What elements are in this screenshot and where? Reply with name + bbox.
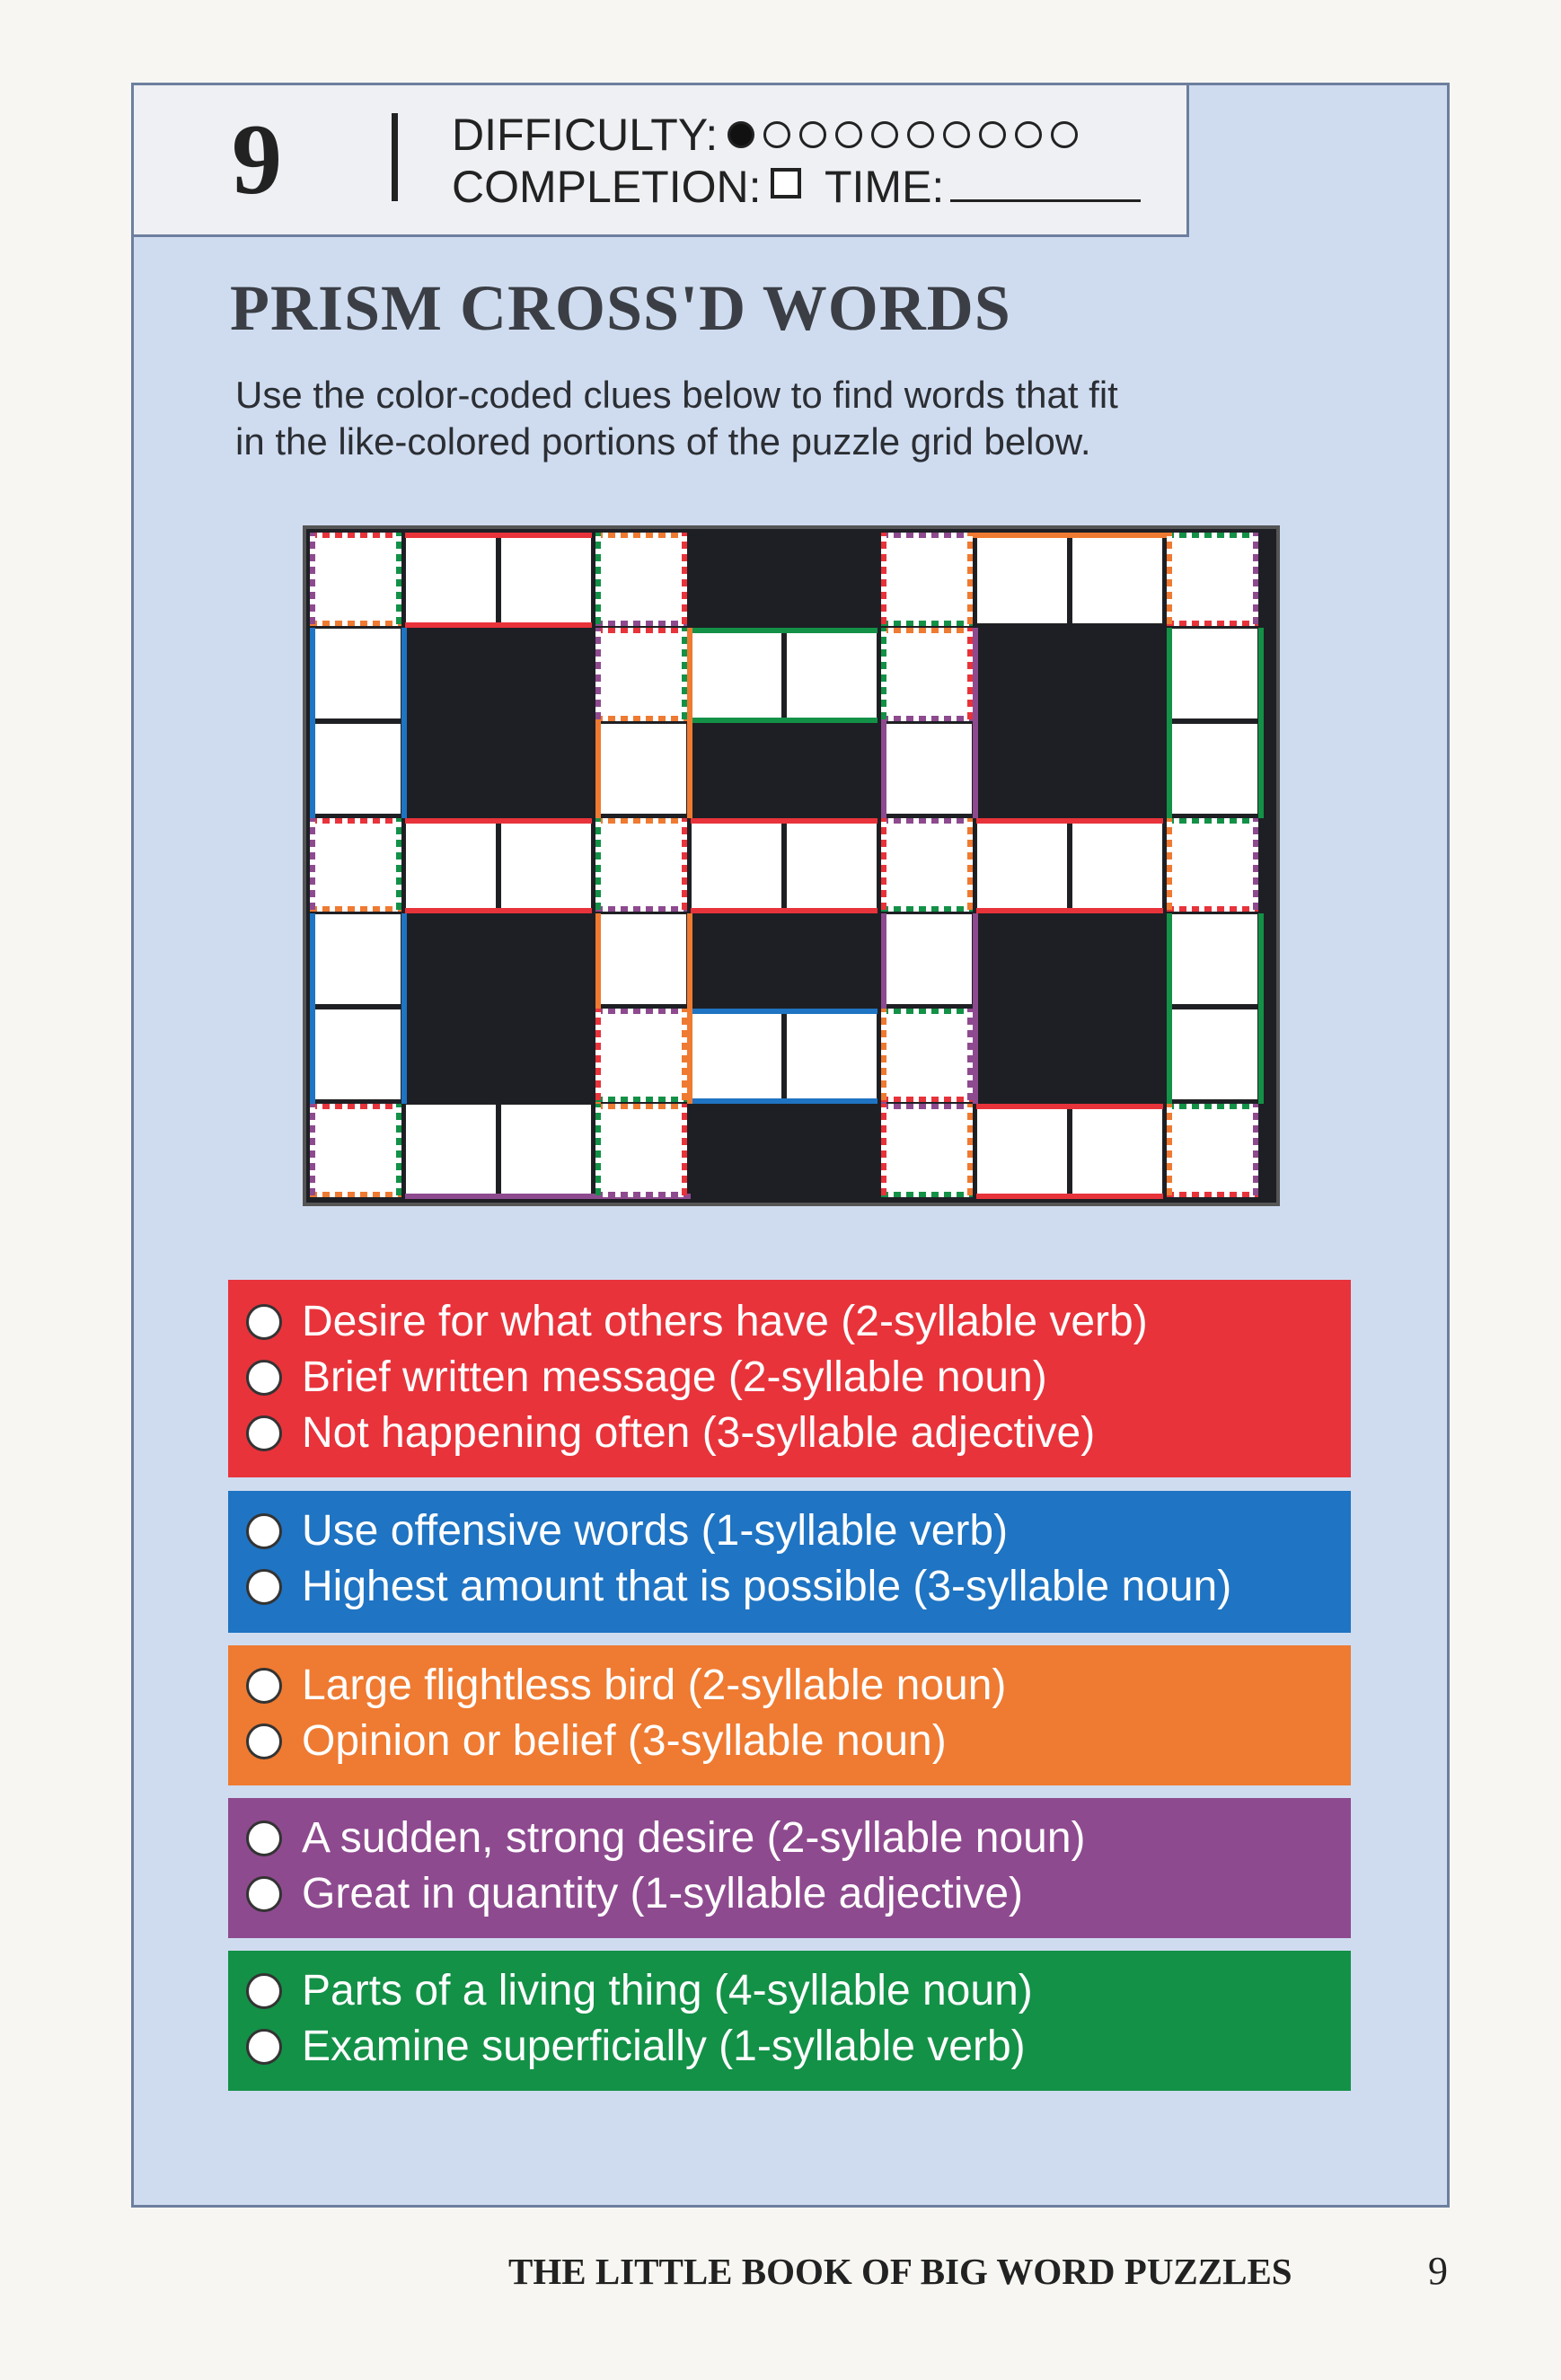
difficulty-dot-icon [907, 121, 934, 148]
bullet-icon [246, 1360, 282, 1396]
word-outline [1167, 628, 1172, 818]
word-outline [595, 906, 687, 912]
word-outline [691, 628, 878, 633]
word-outline [682, 1104, 687, 1195]
word-outline [1253, 1104, 1258, 1195]
word-outline [405, 622, 592, 628]
bullet-icon [246, 1820, 282, 1856]
word-outline [976, 908, 1163, 913]
word-outline [595, 628, 687, 633]
time-label: TIME: [825, 162, 945, 212]
bullet-icon [246, 1569, 282, 1605]
page-title: PRISM CROSS'D WORDS [230, 272, 1011, 344]
grid-cell[interactable] [595, 1009, 687, 1100]
clue-purple-1: A sudden, strong desire (2-syllable noun) [246, 1811, 1086, 1866]
word-outline [1167, 533, 1172, 624]
grid-cell[interactable] [310, 913, 401, 1005]
word-outline [967, 1104, 973, 1195]
crossword-grid [303, 525, 1280, 1206]
word-outline [682, 628, 687, 719]
word-outline [310, 906, 401, 912]
word-outline [595, 621, 687, 626]
word-outline [881, 716, 973, 721]
grid-cell[interactable] [595, 818, 687, 910]
word-outline [401, 913, 407, 1104]
word-outline [881, 818, 886, 910]
grid-cell[interactable] [1167, 1104, 1258, 1195]
word-outline [595, 533, 601, 624]
grid-cell[interactable] [595, 723, 687, 815]
word-outline [595, 818, 687, 824]
word-outline [1167, 1104, 1258, 1109]
grid-cell[interactable] [1167, 533, 1258, 624]
bullet-icon [246, 1973, 282, 2009]
word-outline [682, 1009, 687, 1100]
bullet-icon [246, 1723, 282, 1759]
book-title-footer: THE LITTLE BOOK OF BIG WORD PUZZLES [508, 2251, 1292, 2292]
grid-cell[interactable] [1167, 818, 1258, 910]
word-outline [595, 818, 601, 910]
word-outline [595, 1192, 687, 1197]
clue-orange-1: Large flightless bird (2-syllable noun) [246, 1658, 1006, 1714]
grid-cell[interactable] [881, 818, 973, 910]
grid-cell[interactable] [310, 1104, 401, 1195]
word-outline [401, 628, 407, 818]
grid-cell[interactable] [595, 1104, 687, 1195]
word-outline [691, 1098, 878, 1104]
word-outline [405, 908, 592, 913]
word-outline [881, 1009, 886, 1100]
word-outline [1167, 1192, 1258, 1197]
word-outline [595, 1009, 687, 1014]
word-outline [310, 913, 315, 1104]
grid-cell[interactable] [1072, 533, 1163, 624]
grid-cell[interactable] [976, 818, 1068, 910]
word-outline [881, 628, 973, 633]
grid-cell[interactable] [976, 533, 1068, 624]
word-outline [687, 913, 692, 1104]
grid-cell[interactable] [595, 628, 687, 719]
grid-cell[interactable] [1072, 1104, 1163, 1195]
word-outline [595, 1009, 601, 1100]
word-outline [691, 818, 878, 824]
word-outline [691, 718, 878, 723]
word-outline [1253, 533, 1258, 624]
grid-cell[interactable] [310, 533, 401, 624]
grid-cell[interactable] [310, 818, 401, 910]
clue-group-green [228, 1951, 1351, 2091]
word-outline [682, 818, 687, 910]
word-outline [595, 533, 687, 538]
word-outline [595, 716, 687, 721]
puzzle-number: 9 [232, 104, 282, 216]
word-outline [967, 1009, 973, 1100]
word-outline [310, 1104, 315, 1195]
grid-cell[interactable] [881, 628, 973, 719]
word-outline [1167, 818, 1172, 910]
difficulty-dot-icon [871, 121, 898, 148]
word-outline [967, 533, 973, 624]
clue-orange-2: Opinion or belief (3-syllable noun) [246, 1714, 947, 1769]
instructions-line-1: Use the color-coded clues below to find words that fit [235, 374, 1118, 416]
word-outline [881, 906, 973, 912]
grid-cell[interactable] [500, 1104, 592, 1195]
word-outline [310, 533, 315, 624]
grid-cell[interactable] [976, 1104, 1068, 1195]
word-outline [881, 621, 973, 626]
word-outline [1167, 533, 1258, 538]
word-outline [687, 628, 692, 818]
word-outline [881, 533, 886, 624]
word-outline [396, 1104, 401, 1195]
bullet-icon [246, 1513, 282, 1549]
difficulty-dot-icon [1051, 121, 1078, 148]
grid-cell[interactable] [500, 818, 592, 910]
grid-cell[interactable] [405, 818, 497, 910]
grid-cell[interactable] [691, 1009, 782, 1100]
clue-blue-1: Use offensive words (1-syllable verb) [246, 1503, 1008, 1559]
clue-group-orange [228, 1645, 1351, 1785]
word-outline [595, 1097, 687, 1102]
word-outline [310, 818, 401, 824]
grid-cell[interactable] [691, 628, 782, 719]
word-outline [682, 533, 687, 624]
grid-cell[interactable] [881, 1009, 973, 1100]
grid-cell[interactable] [405, 1104, 497, 1195]
word-outline [881, 533, 973, 538]
clue-red-2: Brief written message (2-syllable noun) [246, 1350, 1047, 1406]
completion-checkbox[interactable] [771, 168, 801, 198]
time-entry-line[interactable] [950, 199, 1141, 202]
word-outline [967, 818, 973, 910]
page-number: 9 [1428, 2249, 1448, 2293]
header-divider [392, 113, 398, 201]
clue-green-2: Examine superficially (1-syllable verb) [246, 2019, 1026, 2075]
word-outline [1258, 913, 1264, 1104]
word-outline [1167, 818, 1258, 824]
word-outline [973, 628, 978, 818]
word-outline [691, 908, 878, 913]
word-outline [976, 1104, 1163, 1109]
difficulty-dot-icon [943, 121, 970, 148]
word-outline [1167, 913, 1172, 1104]
word-outline [973, 913, 978, 1104]
word-outline [310, 628, 315, 818]
word-outline [881, 1009, 973, 1014]
completion-label: COMPLETION: [452, 162, 762, 212]
word-outline [1167, 621, 1258, 626]
difficulty-dot-icon [728, 121, 754, 148]
word-outline [405, 533, 592, 538]
grid-cell[interactable] [595, 913, 687, 1005]
grid-cell[interactable] [881, 723, 973, 815]
word-outline [396, 818, 401, 910]
clue-group-purple [228, 1798, 1351, 1938]
grid-cell[interactable] [595, 533, 687, 624]
word-outline [310, 621, 401, 626]
clue-group-red [228, 1280, 1351, 1477]
bullet-icon [246, 1415, 282, 1451]
word-outline [396, 533, 401, 624]
grid-cell[interactable] [1167, 628, 1258, 719]
clue-group-blue [228, 1491, 1351, 1633]
grid-cell[interactable] [786, 1009, 878, 1100]
grid-cell[interactable] [1167, 913, 1258, 1005]
grid-cell[interactable] [405, 533, 497, 624]
word-outline [976, 1194, 1163, 1199]
word-outline [310, 818, 315, 910]
word-outline [595, 1104, 687, 1109]
word-outline [1167, 1104, 1172, 1195]
difficulty-dot-icon [763, 121, 790, 148]
clue-purple-2: Great in quantity (1-syllable adjective) [246, 1866, 1023, 1922]
word-outline [881, 628, 886, 719]
grid-cell[interactable] [310, 723, 401, 815]
word-outline [881, 1097, 973, 1102]
grid-cell[interactable] [310, 1009, 401, 1100]
word-outline [881, 818, 973, 824]
difficulty-dot-icon [835, 121, 862, 148]
grid-cell[interactable] [1167, 1009, 1258, 1100]
word-outline [967, 628, 973, 719]
grid-cell[interactable] [1167, 723, 1258, 815]
word-outline [595, 628, 601, 719]
difficulty-rating [728, 115, 1078, 154]
difficulty-label: DIFFICULTY: [452, 110, 719, 160]
word-outline [881, 1192, 973, 1197]
word-outline [1253, 818, 1258, 910]
difficulty-dot-icon [799, 121, 826, 148]
word-outline [595, 1104, 601, 1195]
instructions-line-2: in the like-colored portions of the puzzle grid below. [235, 420, 1091, 463]
difficulty-dot-icon [979, 121, 1006, 148]
bullet-icon [246, 1876, 282, 1912]
word-outline [310, 1192, 401, 1197]
word-outline [310, 533, 401, 538]
clue-green-1: Parts of a living thing (4-syllable noun) [246, 1963, 1033, 2019]
word-outline [881, 1104, 973, 1109]
word-outline [881, 1104, 886, 1195]
grid-cell[interactable] [500, 533, 592, 624]
clue-red-1: Desire for what others have (2-syllable verb) [246, 1294, 1148, 1350]
word-outline [405, 818, 592, 824]
difficulty-dot-icon [1015, 121, 1042, 148]
clue-red-3: Not happening often (3-syllable adjective) [246, 1406, 1095, 1461]
bullet-icon [246, 1304, 282, 1340]
grid-cell[interactable] [1072, 818, 1163, 910]
grid-cell[interactable] [786, 818, 878, 910]
word-outline [1167, 906, 1258, 912]
clue-blue-2: Highest amount that is possible (3-syllable noun) [246, 1559, 1231, 1615]
word-outline [691, 1009, 878, 1014]
word-outline [310, 1104, 401, 1109]
grid-cell[interactable] [881, 913, 973, 1005]
grid-cell[interactable] [881, 533, 973, 624]
grid-cell[interactable] [881, 1104, 973, 1195]
grid-cell[interactable] [310, 628, 401, 719]
bullet-icon [246, 1668, 282, 1704]
word-outline [976, 818, 1163, 824]
grid-cell[interactable] [786, 628, 878, 719]
bullet-icon [246, 2029, 282, 2065]
word-outline [1258, 628, 1264, 818]
grid-cell[interactable] [691, 818, 782, 910]
